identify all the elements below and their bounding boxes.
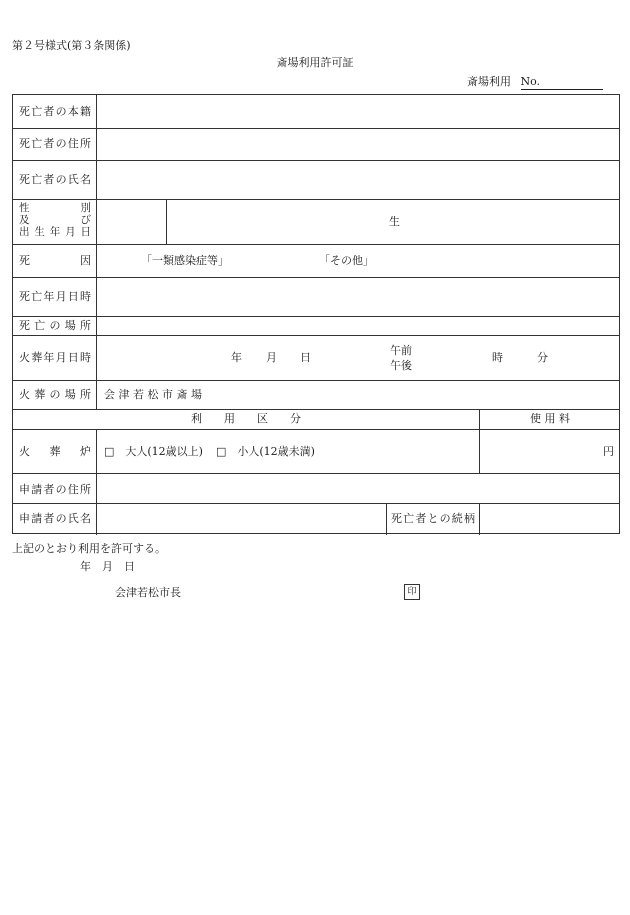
row-divider <box>13 244 619 245</box>
applicant-address-field[interactable] <box>103 477 613 501</box>
registration-no-field[interactable] <box>521 75 603 90</box>
row-divider <box>13 199 619 200</box>
name-label: 死 亡 者 の 氏 名 <box>19 173 91 186</box>
cause-label: 死 因 <box>19 254 91 267</box>
column-divider <box>479 503 480 535</box>
applicant-name-label: 申 請 者 の 氏 名 <box>19 512 91 525</box>
column-divider <box>166 199 167 244</box>
applicant-name-field[interactable] <box>103 507 381 531</box>
permit-table <box>12 94 620 534</box>
cremation-place-label: 火 葬 の 場 所 <box>19 388 91 401</box>
birth-suffix: 生 <box>389 215 400 228</box>
cause-option-infectious[interactable]: 「一類感染症等」 <box>141 254 229 267</box>
relationship-label: 死 亡 者 と の 続 柄 <box>391 512 475 525</box>
child-option[interactable]: □ 小人(12歳未満) <box>216 445 315 458</box>
cremation-datetime-label: 火 葬 年 月 日 時 <box>19 351 91 364</box>
row-divider <box>13 409 619 410</box>
row-divider <box>13 128 619 129</box>
name-field[interactable] <box>103 165 613 195</box>
mayor-title: 会津若松市長 <box>115 586 181 599</box>
cremation-day-unit: 日 <box>300 351 311 364</box>
document-title: 斎場利用許可証 <box>276 56 354 69</box>
column-divider <box>96 95 97 409</box>
am-option[interactable]: 午前 <box>390 344 412 357</box>
row-divider <box>13 335 619 336</box>
furnace-label: 火 葬 炉 <box>19 445 91 458</box>
cremation-place-value: 会 津 若 松 市 斎 場 <box>104 388 202 401</box>
cremation-month-unit: 月 <box>266 351 277 364</box>
relationship-field[interactable] <box>483 507 615 531</box>
pm-option[interactable]: 午後 <box>390 359 412 372</box>
form-number: 第２号様式(第３条関係) <box>12 39 131 52</box>
row-divider <box>13 503 619 504</box>
registration-label: 斎場利用 <box>467 75 511 88</box>
cause-option-other[interactable]: 「その他」 <box>319 254 374 267</box>
address-label: 死 亡 者 の 住 所 <box>19 137 91 150</box>
hour-unit: 時 <box>492 351 503 364</box>
column-divider <box>386 503 387 535</box>
death-datetime-label: 死 亡 年 月 日 時 <box>19 290 91 303</box>
fee-header: 使 用 料 <box>530 412 570 425</box>
row-divider <box>13 277 619 278</box>
death-datetime-field[interactable] <box>103 281 613 313</box>
usage-category-header: 利 用 区 分 <box>191 412 301 425</box>
cremation-year-unit: 年 <box>231 351 242 364</box>
yen-unit: 円 <box>603 445 614 458</box>
registration-no-label: No. <box>520 75 541 88</box>
minute-unit: 分 <box>537 351 548 364</box>
adult-option[interactable]: □ 大人(12歳以上) <box>104 445 203 458</box>
permission-statement: 上記のとおり利用を許可する。 <box>12 542 166 555</box>
issue-date-line: 年 月 日 <box>80 560 135 573</box>
death-place-field[interactable] <box>103 318 613 333</box>
sex-field[interactable] <box>101 203 163 241</box>
row-divider <box>13 316 619 317</box>
address-field[interactable] <box>103 132 613 158</box>
column-divider <box>96 429 97 535</box>
row-divider <box>13 160 619 161</box>
row-divider <box>13 380 619 381</box>
death-place-label: 死 亡 の 場 所 <box>19 319 91 332</box>
registration-number <box>467 75 603 90</box>
domicile-label: 死 亡 者 の 本 籍 <box>19 105 91 118</box>
sex-birth-label: 性 別 及 び 出 生 年 月 日 <box>19 202 91 238</box>
row-divider <box>13 473 619 474</box>
domicile-field[interactable] <box>103 99 613 125</box>
row-divider <box>13 429 619 430</box>
applicant-address-label: 申 請 者 の 住 所 <box>19 483 91 496</box>
seal-mark: 印 <box>404 584 420 600</box>
